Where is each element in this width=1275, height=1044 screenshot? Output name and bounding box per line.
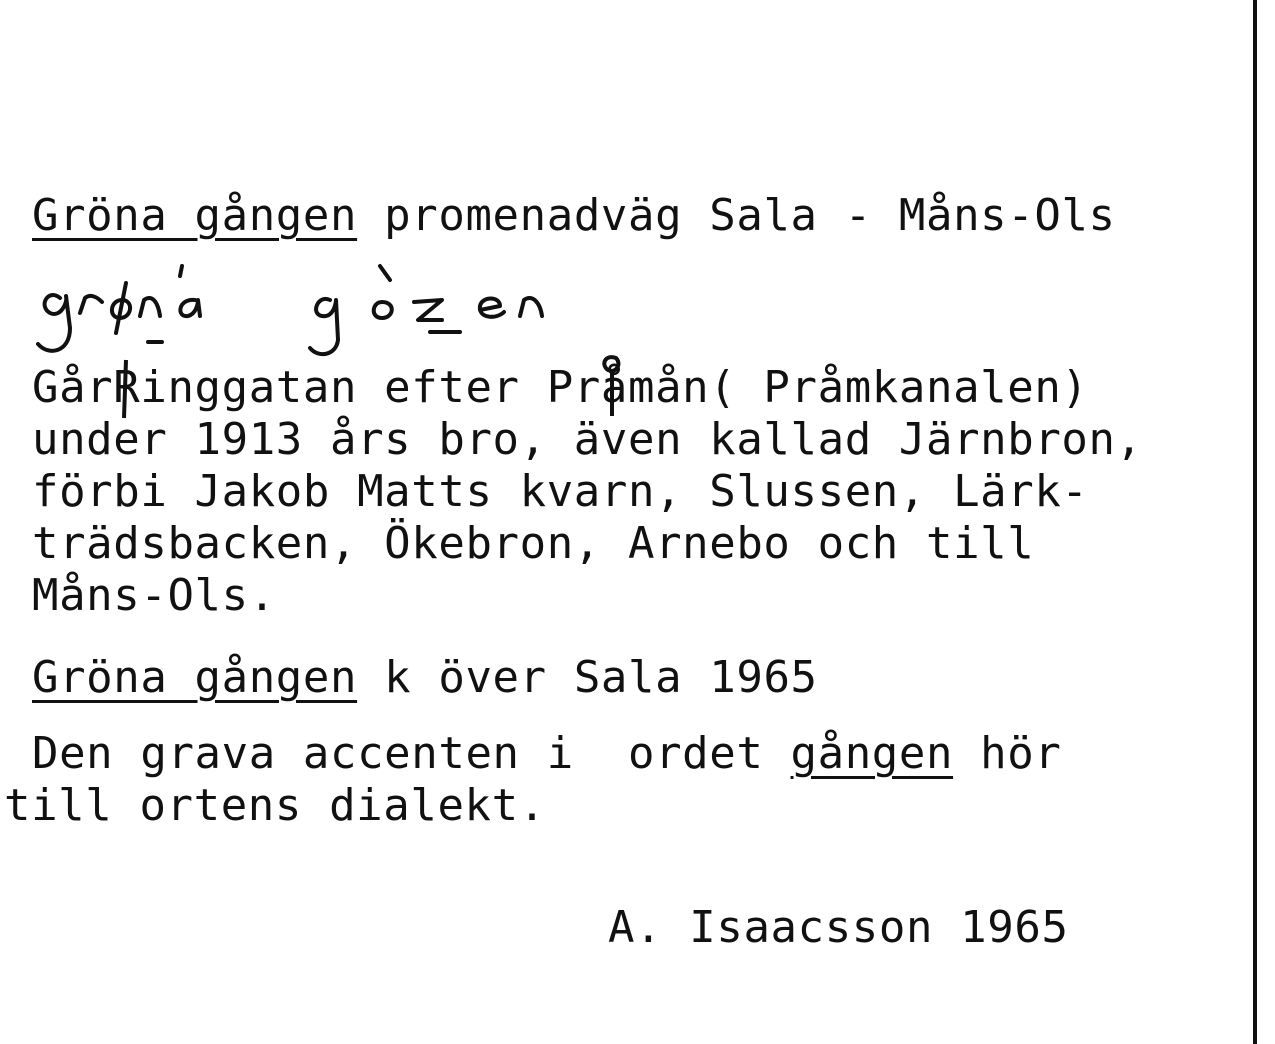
card-edge-line	[1253, 0, 1257, 1044]
correction-marks	[100, 352, 660, 422]
signature: A. Isaacsson 1965	[608, 902, 1069, 953]
entry-2-description: k över Sala 1965	[357, 652, 818, 703]
entry-2-headword: Gröna gången	[32, 652, 358, 703]
note-underlined-word: gången	[790, 728, 954, 779]
note-line-1-suffix: hör	[953, 728, 1062, 779]
body-line-3: förbi Jakob Matts kvarn, Slussen, Lärk-	[32, 466, 1089, 517]
entry-1-headword: Gröna gången	[32, 190, 358, 241]
note-line-1	[32, 728, 1061, 780]
body-line-1: GårRinggatan efter Pråmån( Pråmkanalen)	[32, 362, 1089, 413]
entry-2-line	[32, 652, 818, 704]
note-line-1-prefix: Den grava accenten i ordet	[32, 728, 791, 779]
entry-1-description: promenadväg Sala - Måns-Ols	[357, 190, 1116, 241]
body-line-5: Måns-Ols.	[32, 570, 276, 621]
body-line-2: under 1913 års bro, även kallad Järnbron,	[32, 414, 1143, 465]
entry-1-line	[32, 190, 1116, 242]
body-line-4: trädsbacken, Ökebron, Arnebo och till	[32, 518, 1035, 569]
note-line-2: till ortens dialekt.	[4, 780, 546, 831]
